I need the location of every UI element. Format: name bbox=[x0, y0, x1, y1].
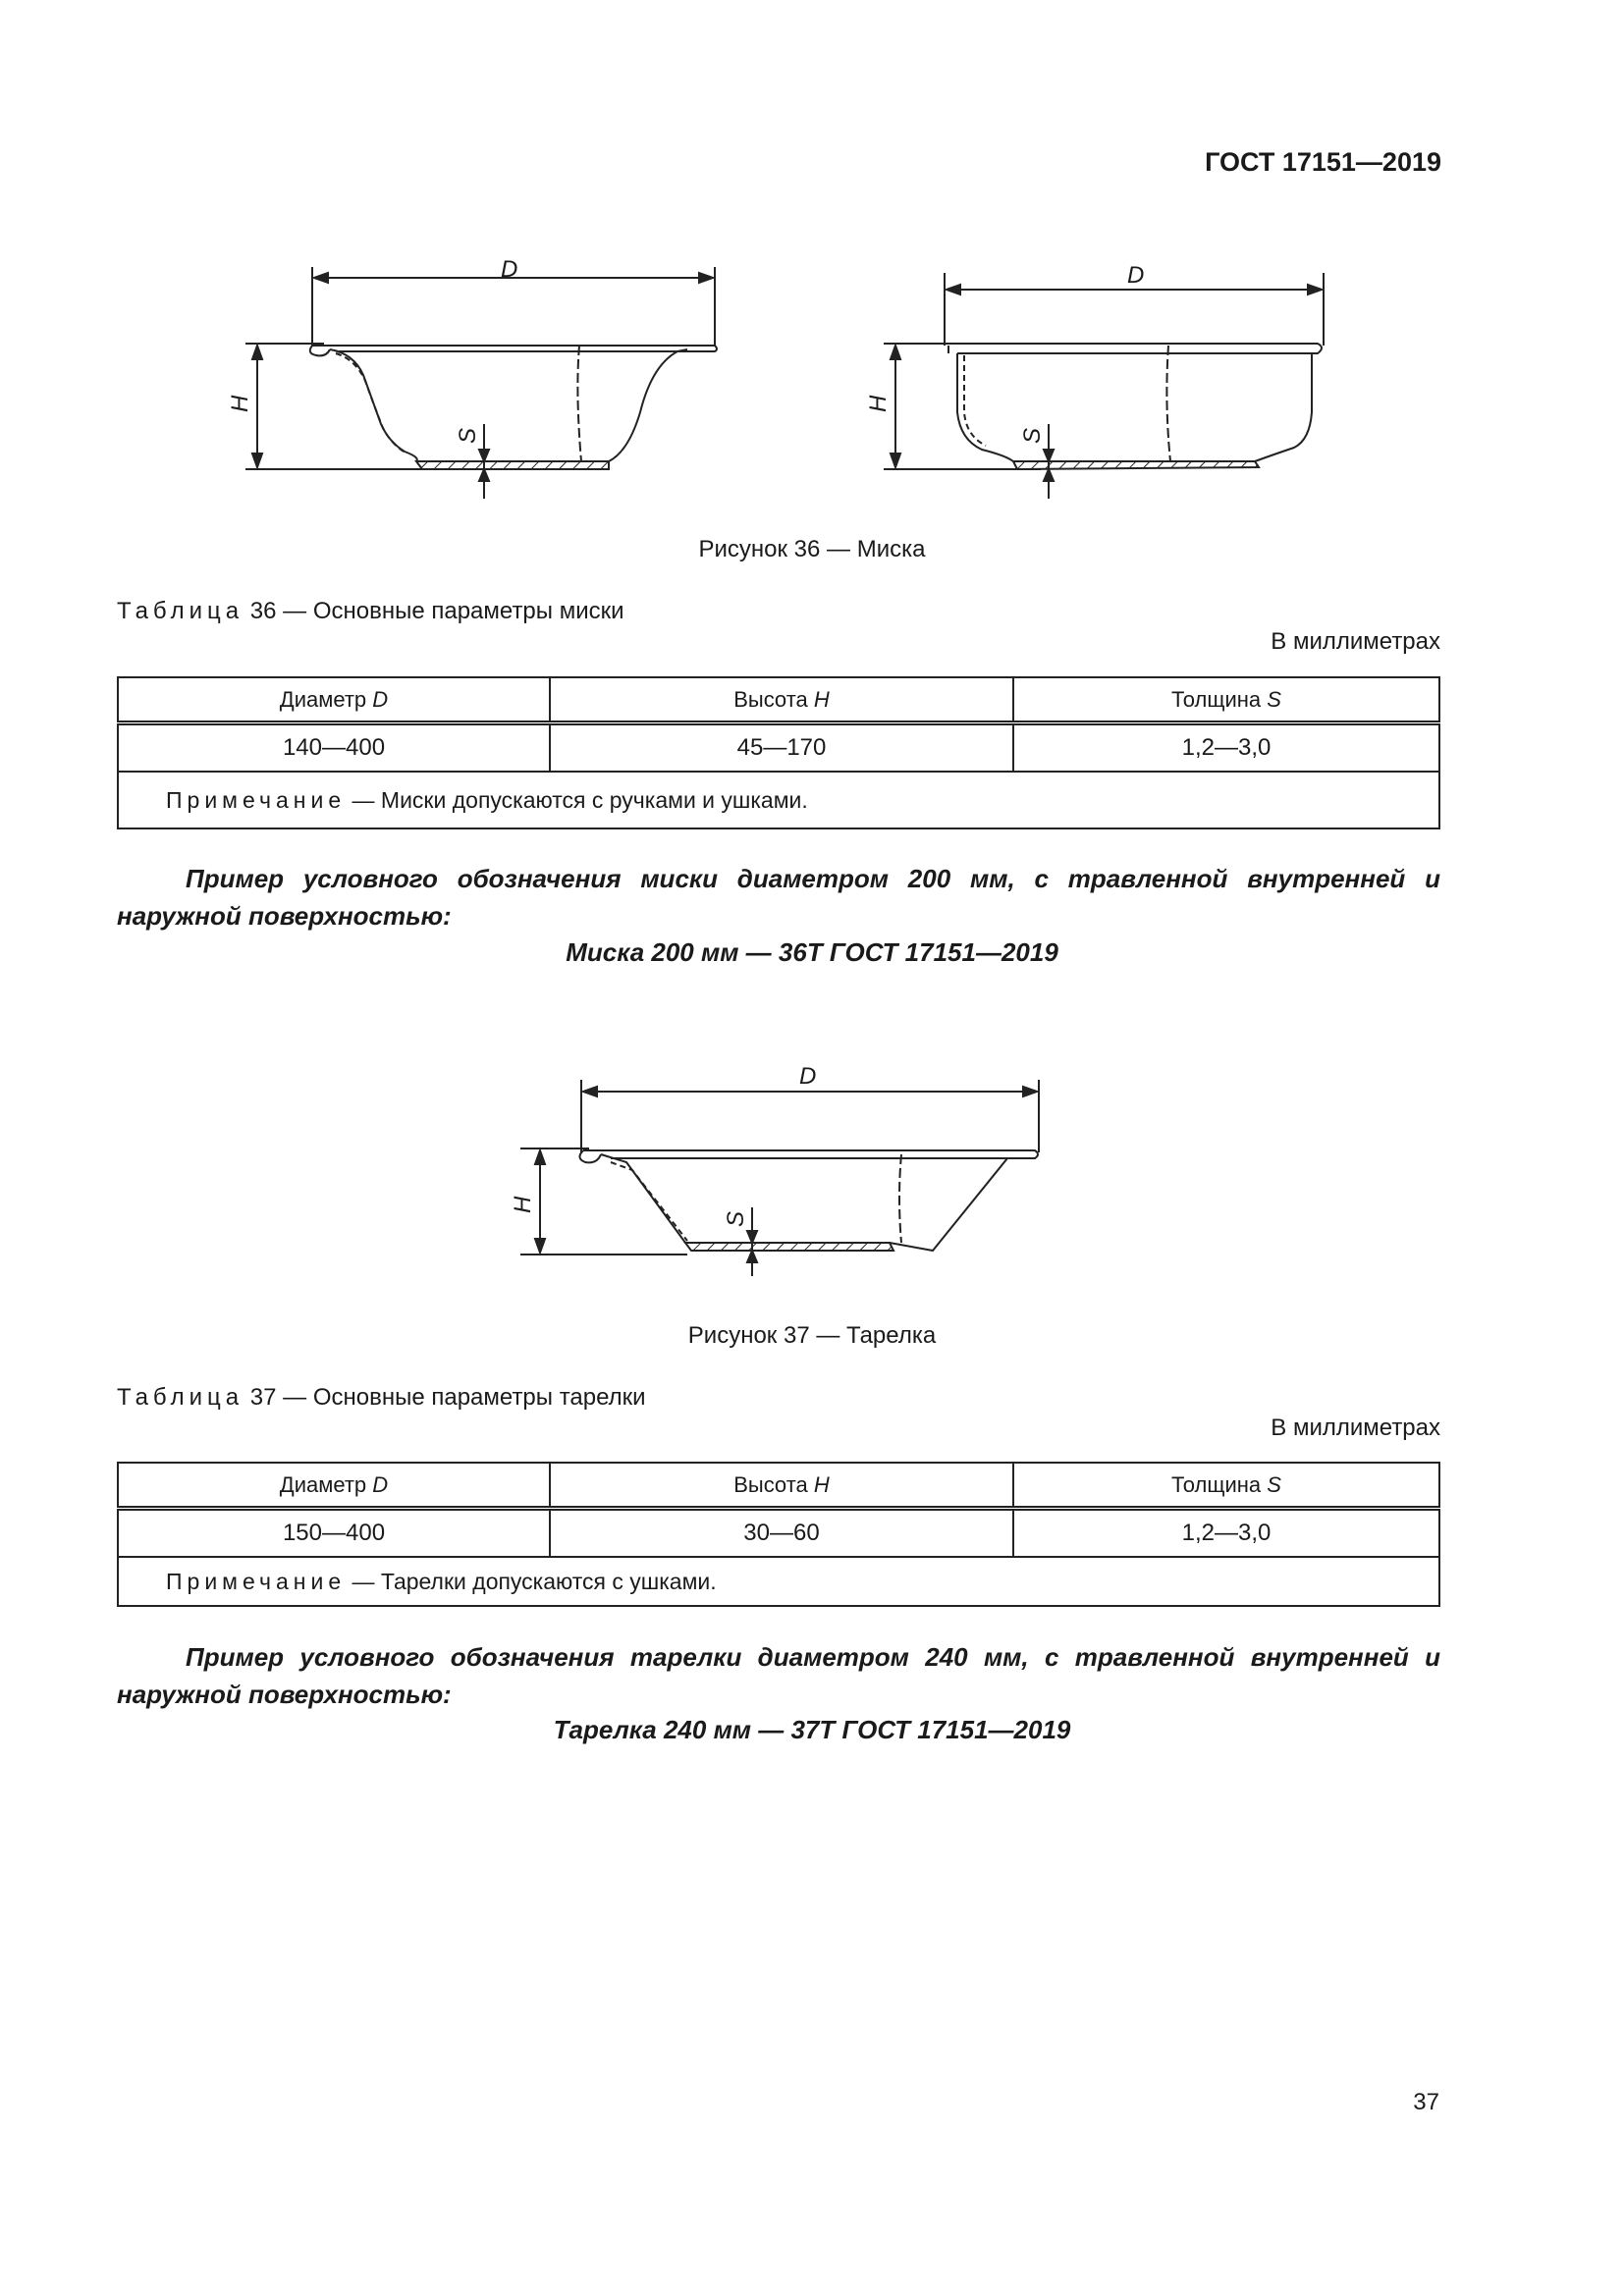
table-36-note bbox=[118, 772, 1439, 828]
table-37-caption-prefix: Таблица bbox=[117, 1384, 244, 1411]
bowl-with-straight-walls-drawing bbox=[884, 273, 1324, 499]
column-symbol: H bbox=[813, 1471, 830, 1497]
document-header: ГОСТ 17151—2019 bbox=[1205, 147, 1441, 177]
note-prefix: Примечание bbox=[166, 1568, 347, 1594]
table-37-col-height bbox=[550, 1463, 1013, 1509]
table-36-thickness-value: 1,2—3,0 bbox=[1013, 723, 1439, 773]
note-text: — Тарелки допускаются с ушками. bbox=[352, 1568, 717, 1594]
table-row bbox=[118, 723, 1439, 773]
fig37-s-label: S bbox=[723, 1210, 749, 1227]
table-36-note-row bbox=[118, 772, 1439, 828]
column-name: Толщина bbox=[1171, 686, 1262, 712]
fig36a-s-label: S bbox=[455, 427, 481, 444]
table-row bbox=[118, 1509, 1439, 1558]
fig36b-h-label: H bbox=[865, 395, 892, 412]
bowl-with-flanged-rim-drawing bbox=[245, 267, 717, 499]
table-37 bbox=[117, 1462, 1440, 1607]
column-name: Высота bbox=[733, 1471, 808, 1497]
table-37-note-row bbox=[118, 1557, 1439, 1606]
fig36b-s-label: S bbox=[1019, 427, 1046, 444]
figure-36-caption: Рисунок 36 — Миска bbox=[698, 536, 926, 562]
table-36-caption-prefix: Таблица bbox=[117, 598, 244, 624]
table-37-diameter-value: 150—400 bbox=[118, 1509, 550, 1558]
figure-36-drawing bbox=[0, 0, 1624, 530]
column-symbol: D bbox=[372, 1471, 389, 1497]
column-name: Диаметр bbox=[279, 1471, 367, 1497]
example-36-designation: Миска 200 мм — 36Т ГОСТ 17151—2019 bbox=[566, 937, 1058, 967]
table-36-units: В миллиметрах bbox=[1271, 628, 1440, 655]
table-36 bbox=[117, 676, 1440, 829]
table-36-diameter-value: 140—400 bbox=[118, 723, 550, 773]
column-name: Диаметр bbox=[279, 686, 367, 712]
table-37-header-row bbox=[118, 1463, 1439, 1509]
table-37-thickness-value: 1,2—3,0 bbox=[1013, 1509, 1439, 1558]
plate-drawing bbox=[520, 1080, 1039, 1276]
note-prefix: Примечание bbox=[166, 786, 347, 813]
page-number: 37 bbox=[1413, 2089, 1439, 2115]
table-37-col-thickness bbox=[1013, 1463, 1439, 1509]
example-37-designation: Тарелка 240 мм — 37Т ГОСТ 17151—2019 bbox=[553, 1715, 1071, 1744]
column-name: Высота bbox=[733, 686, 808, 712]
figure-37-drawing bbox=[0, 1041, 1624, 1276]
fig37-h-label: H bbox=[510, 1196, 536, 1213]
column-symbol: H bbox=[813, 686, 830, 712]
table-37-col-diameter bbox=[118, 1463, 550, 1509]
table-37-caption-text: 37 — Основные параметры тарелки bbox=[249, 1384, 646, 1411]
column-symbol: D bbox=[372, 686, 389, 712]
table-36-caption bbox=[117, 598, 624, 625]
column-symbol: S bbox=[1267, 1471, 1281, 1497]
table-36-header-row bbox=[118, 677, 1439, 723]
column-symbol: S bbox=[1267, 686, 1281, 712]
example-37-text: Пример условного обозначения тарелки диаметром 240 мм, с травленной внутренней и наружной поверхностью: bbox=[117, 1642, 1440, 1709]
fig36a-h-label: H bbox=[227, 395, 253, 412]
column-name: Толщина bbox=[1171, 1471, 1262, 1497]
note-text: — Миски допускаются с ручками и ушками. bbox=[352, 786, 808, 813]
fig36a-d-label: D bbox=[501, 256, 518, 283]
table-37-caption bbox=[117, 1384, 646, 1412]
table-36-col-height bbox=[550, 677, 1013, 723]
fig36b-d-label: D bbox=[1127, 262, 1145, 289]
table-36-col-thickness bbox=[1013, 677, 1439, 723]
table-37-units: В миллиметрах bbox=[1271, 1415, 1440, 1441]
fig37-d-label: D bbox=[799, 1063, 817, 1090]
example-36-text: Пример условного обозначения миски диаметром 200 мм, с травленной внутренней и наружной поверхностью: bbox=[117, 864, 1440, 931]
table-36-height-value: 45—170 bbox=[550, 723, 1013, 773]
figure-37-caption: Рисунок 37 — Тарелка bbox=[687, 1322, 937, 1349]
table-37-height-value: 30—60 bbox=[550, 1509, 1013, 1558]
table-36-col-diameter bbox=[118, 677, 550, 723]
table-37-note bbox=[118, 1557, 1439, 1606]
table-36-caption-text: 36 — Основные параметры миски bbox=[249, 598, 624, 624]
